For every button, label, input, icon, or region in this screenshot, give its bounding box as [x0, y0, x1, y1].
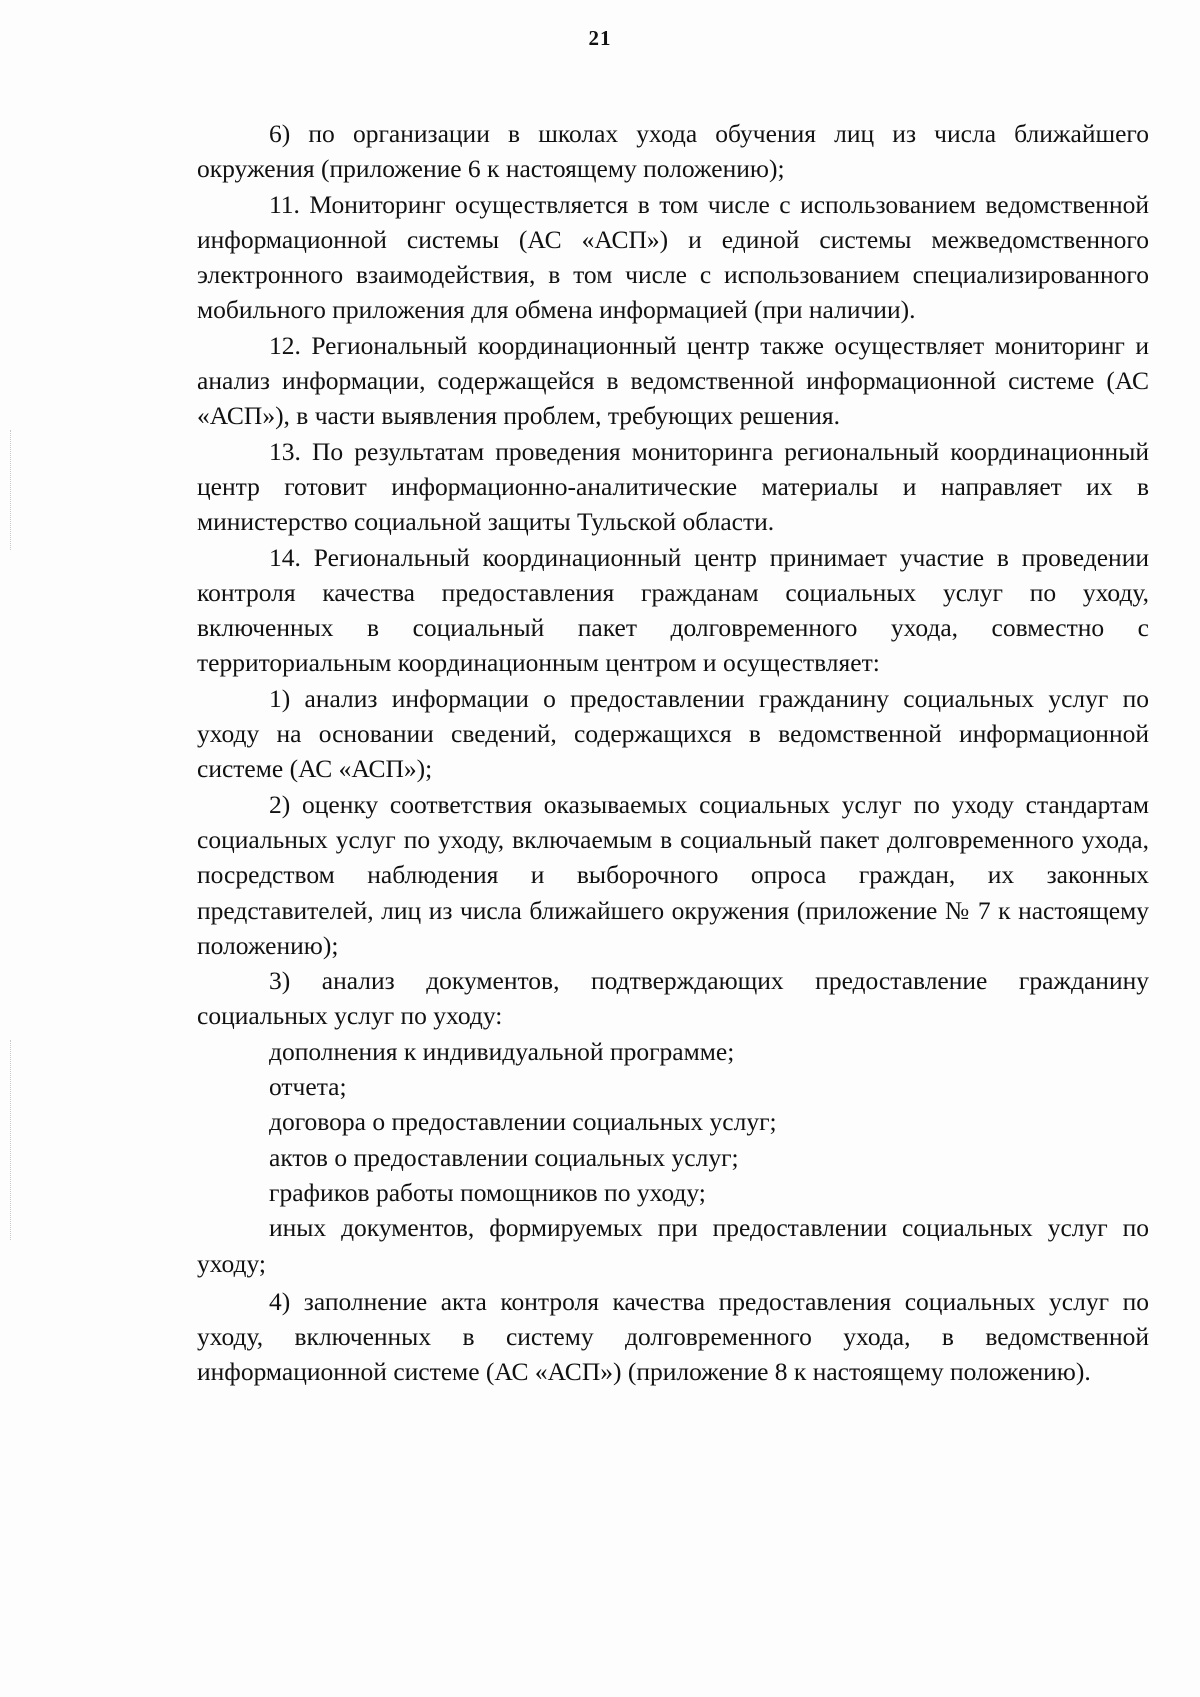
paragraph-14: 14. Региональный координационный центр принимает участие в проведении контроля качества предоставления гражданам социальных услуг по уходу, включенных в социальный пакет долговременного ухода, совместно с территориальным координационным центром и осуществляет: [197, 542, 1149, 678]
list-item: дополнения к индивидуальной программе; [269, 1036, 735, 1066]
list-item: отчета; [269, 1072, 347, 1102]
paragraph-12: 12. Региональный координационный центр также осуществляет мониторинг и анализ информации, содержащейся в ведомственной информационной системе (АС «АСП»), в части выявления проблем, требующих решения. [197, 330, 1149, 431]
list-item: иных документов, формируемых при предоставлении социальных услуг по уходу; [197, 1213, 1149, 1278]
list-item: договора о предоставлении социальных услуг; [269, 1107, 777, 1137]
page-number: 21 [588, 26, 612, 50]
scan-edge-mark [10, 1040, 12, 1240]
list-item: актов о предоставлении социальных услуг; [269, 1142, 739, 1172]
document-body [197, 116, 1149, 1390]
paragraph-item-6: 6) по организации в школах ухода обучения лиц из числа ближайшего окружения (приложение 6 к настоящему положению); [197, 119, 1149, 184]
list-item: графиков работы помощников по уходу; [269, 1177, 706, 1207]
paragraph-14-item-2: 2) оценку соответствия оказываемых социальных услуг по уходу стандартам социальных услуг по уходу, включаемым в социальный пакет долговременного ухода, посредством наблюдения и выборочного опроса граждан, их законных представителей, лиц из числа ближайшего окружения (приложение № 7 к настоящему положению); [197, 789, 1149, 960]
scan-edge-mark [10, 430, 12, 550]
paragraph-14-item-3: 3) анализ документов, подтверждающих предоставление гражданину социальных услуг по уходу: [197, 966, 1149, 1031]
paragraph-14-item-1: 1) анализ информации о предоставлении гражданину социальных услуг по уходу на основании сведений, содержащихся в ведомственной информационной системе (АС «АСП»); [197, 683, 1149, 784]
paragraph-11: 11. Мониторинг осуществляется в том числе с использованием ведомственной информационной системы (АС «АСП») и единой системы межведомственного электронного взаимодействия, в том числе с использованием специализированного мобильного приложения для обмена информацией (при наличии). [197, 189, 1149, 325]
paragraph-13: 13. По результатам проведения мониторинга региональный координационный центр готовит информационно-аналитические материалы и направляет их в министерство социальной защиты Тульской области. [197, 436, 1149, 537]
paragraph-14-item-4: 4) заполнение акта контроля качества предоставления социальных услуг по уходу, включенных в систему долговременного ухода, в ведомственной информационной системе (АС «АСП») (приложение 8 к настоящему положению). [197, 1286, 1149, 1387]
